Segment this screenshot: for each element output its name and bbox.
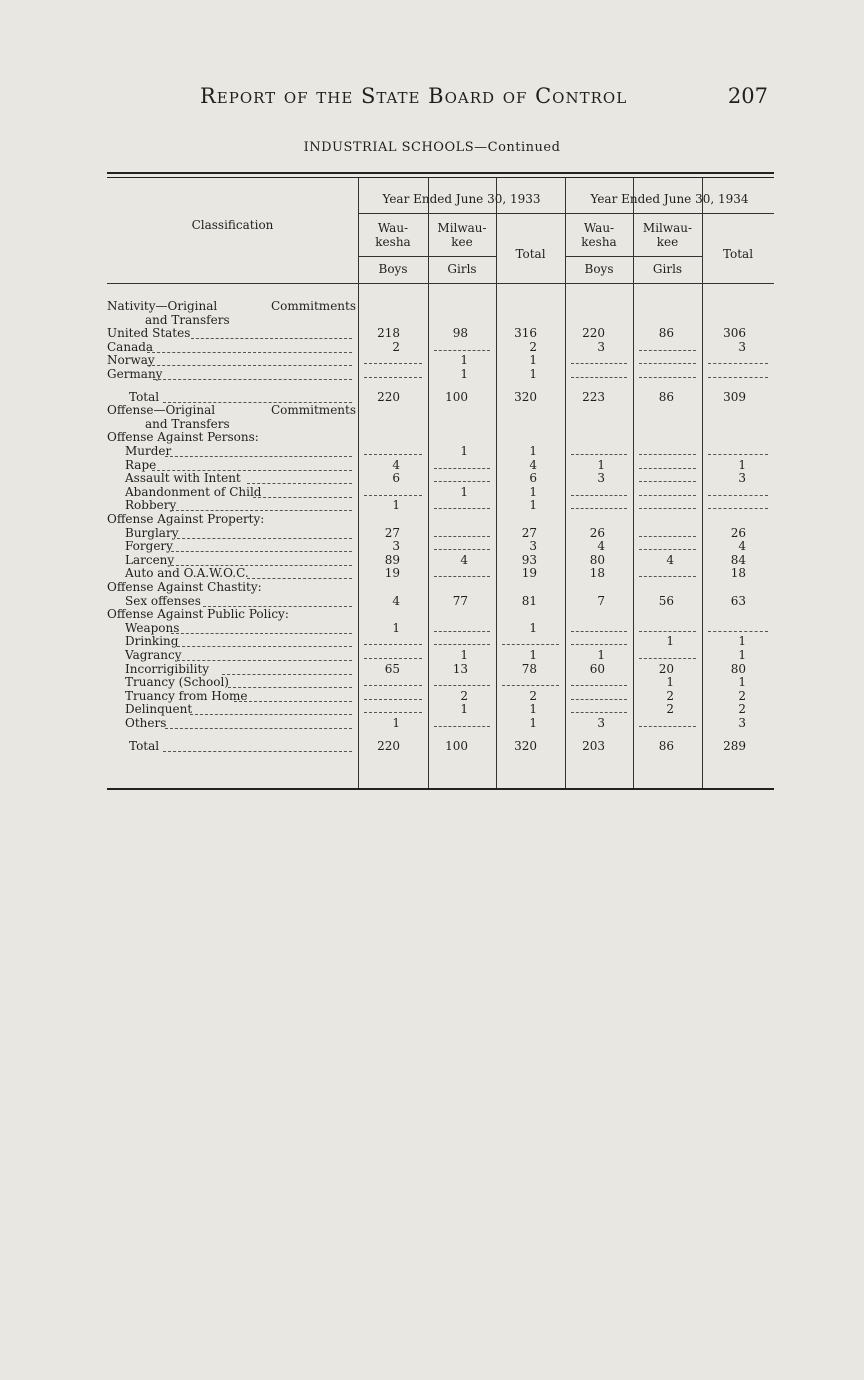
- cell-value: 19: [384, 566, 400, 581]
- cell-value: 4: [392, 593, 400, 608]
- cell-value: 1: [529, 367, 537, 381]
- row-label: Delinquent: [125, 702, 193, 717]
- empty-cell-dash: [639, 536, 696, 537]
- empty-cell-dash: [364, 363, 422, 364]
- empty-cell-dash: [571, 644, 627, 645]
- cell-value: 4: [460, 552, 468, 567]
- row-label: Larceny: [125, 552, 175, 567]
- page-header: [200, 84, 770, 114]
- row-label: Burglary: [125, 525, 179, 540]
- classification-header: Classification: [191, 218, 274, 232]
- cell-value: 89: [384, 552, 400, 567]
- top-rule: [107, 172, 774, 174]
- boys-header: Boys: [584, 262, 614, 276]
- cell-value: 3: [738, 716, 746, 730]
- cell-value: 1: [392, 620, 400, 635]
- empty-cell-dash: [708, 631, 768, 632]
- row-label: Offense Against Persons:: [107, 430, 259, 445]
- empty-cell-dash: [639, 549, 696, 550]
- cell-value: 6: [529, 471, 537, 486]
- cell-value: 320: [514, 389, 537, 404]
- cell-value: 3: [597, 716, 605, 730]
- cell-value: 27: [521, 525, 537, 540]
- cell-value: 4: [392, 457, 400, 472]
- cell-value: 2: [738, 688, 746, 703]
- empty-cell-dash: [639, 377, 696, 378]
- cell-value: 2: [529, 688, 537, 703]
- row-label: Canada: [107, 339, 154, 354]
- year-1933-header: Year Ended June 30, 1933: [382, 192, 541, 206]
- milwaukee-header: Milwau- kee: [642, 221, 693, 249]
- empty-cell-dash: [364, 495, 422, 496]
- cell-value: 316: [514, 326, 537, 341]
- row-label-part: Nativity—Original: [107, 299, 218, 313]
- cell-value: 100: [445, 389, 468, 404]
- cell-value: 98: [452, 326, 468, 341]
- row-label: Total: [129, 738, 160, 753]
- leader-dots: [190, 714, 352, 715]
- cell-value: 1: [738, 634, 746, 649]
- cell-value: 1: [460, 484, 468, 499]
- leader-dots: [247, 483, 352, 484]
- empty-cell-dash: [364, 712, 422, 713]
- empty-cell-dash: [364, 699, 422, 700]
- row-label: Rape: [125, 457, 157, 472]
- milwaukee-header: Milwau- kee: [437, 221, 487, 249]
- row-label: [107, 404, 356, 417]
- empty-cell-dash: [571, 495, 627, 496]
- cell-value: 4: [529, 457, 537, 472]
- cell-value: 220: [582, 326, 605, 341]
- empty-cell-dash: [434, 576, 490, 577]
- cell-value: 2: [392, 339, 400, 354]
- boys-header: Boys: [378, 262, 408, 276]
- row-label: Forgery: [125, 539, 173, 554]
- row-label: Germany: [107, 367, 163, 381]
- leader-dots: [191, 338, 352, 339]
- leader-dots: [177, 646, 352, 647]
- cell-value: 1: [460, 648, 468, 662]
- empty-cell-dash: [571, 699, 627, 700]
- cell-value: 1: [392, 716, 400, 730]
- empty-cell-dash: [571, 508, 627, 509]
- empty-cell-dash: [639, 726, 696, 727]
- empty-cell-dash: [571, 454, 627, 455]
- cell-value: 3: [597, 339, 605, 354]
- cell-value: 13: [452, 661, 468, 676]
- cell-value: 86: [658, 738, 674, 753]
- cell-value: 7: [597, 593, 605, 608]
- cell-value: 3: [392, 539, 400, 554]
- cell-value: 63: [730, 593, 746, 608]
- row-label: Drinking: [125, 634, 179, 649]
- top-rule-thin: [107, 177, 774, 178]
- cell-value: 100: [445, 738, 468, 753]
- empty-cell-dash: [434, 726, 490, 727]
- row-label: Murder: [125, 444, 172, 458]
- cell-value: 18: [730, 566, 746, 581]
- empty-cell-dash: [434, 685, 490, 686]
- empty-cell-dash: [434, 631, 490, 632]
- row-label: Total: [129, 389, 160, 404]
- cell-value: 2: [529, 339, 537, 354]
- cell-value: 203: [582, 738, 605, 753]
- leader-dots: [177, 660, 352, 661]
- cell-value: 220: [377, 389, 400, 404]
- cell-value: 4: [738, 539, 746, 554]
- cell-value: 1: [460, 702, 468, 717]
- leader-dots: [153, 379, 352, 380]
- year-1934-header: Year Ended June 30, 1934: [590, 192, 749, 206]
- row-label: Sex offenses: [125, 593, 201, 608]
- cell-value: 3: [529, 539, 537, 554]
- girls-header: Girls: [447, 262, 477, 276]
- empty-cell-dash: [364, 685, 422, 686]
- cell-value: 78: [521, 661, 537, 676]
- cell-value: 1: [529, 353, 537, 368]
- empty-cell-dash: [639, 658, 696, 659]
- girls-header: Girls: [652, 262, 683, 276]
- cell-value: 1: [460, 367, 468, 381]
- empty-cell-dash: [571, 631, 627, 632]
- leader-dots: [147, 352, 352, 353]
- total-1933-header: Total: [515, 247, 546, 261]
- cell-value: 80: [730, 661, 746, 676]
- empty-cell-dash: [708, 454, 768, 455]
- row-label: Assault with Intent: [125, 471, 241, 486]
- cell-value: 223: [582, 389, 605, 404]
- empty-cell-dash: [364, 454, 422, 455]
- cell-value: 86: [658, 326, 674, 341]
- empty-cell-dash: [502, 644, 559, 645]
- row-label: Norway: [107, 353, 155, 368]
- page-title: Report of the State Board of Control: [200, 84, 628, 108]
- cell-value: 77: [452, 593, 468, 608]
- empty-cell-dash: [639, 468, 696, 469]
- cell-value: 1: [529, 444, 537, 458]
- row-label-part: Offense—Original: [107, 403, 216, 418]
- empty-cell-dash: [434, 481, 490, 482]
- cell-value: 1: [738, 675, 746, 690]
- cell-value: 1: [666, 634, 674, 649]
- leader-dots: [222, 674, 353, 675]
- empty-cell-dash: [434, 549, 490, 550]
- cell-value: 1: [460, 353, 468, 368]
- row-label: Others: [125, 716, 167, 730]
- empty-cell-dash: [639, 508, 696, 509]
- empty-cell-dash: [708, 495, 768, 496]
- empty-cell-dash: [639, 350, 696, 351]
- leader-dots: [253, 497, 352, 498]
- cell-value: 84: [730, 552, 746, 567]
- empty-cell-dash: [434, 350, 490, 351]
- row-label: Truancy (School): [125, 675, 229, 690]
- empty-cell-dash: [639, 576, 696, 577]
- empty-cell-dash: [639, 363, 696, 364]
- waukesha-header: Wau- kesha: [581, 221, 617, 249]
- cell-value: 3: [738, 339, 746, 354]
- row-label: Offense Against Chastity:: [107, 580, 262, 594]
- cell-value: 3: [738, 471, 746, 486]
- empty-cell-dash: [639, 495, 696, 496]
- cell-value: 80: [589, 552, 605, 567]
- cell-value: 20: [658, 661, 674, 676]
- cell-value: 1: [666, 675, 674, 690]
- row-label: Auto and O.A.W.O.C.: [125, 566, 249, 581]
- row-label-part: Commitments: [270, 299, 356, 313]
- cell-value: 18: [589, 566, 605, 581]
- leader-dots: [163, 751, 353, 752]
- row-label-part: Commitments: [270, 403, 356, 418]
- row-label: and Transfers: [145, 416, 230, 431]
- leader-dots: [234, 701, 352, 702]
- cell-value: 26: [730, 525, 746, 540]
- cell-value: 60: [589, 661, 605, 676]
- cell-value: 81: [521, 593, 537, 608]
- empty-cell-dash: [434, 468, 490, 469]
- empty-cell-dash: [571, 377, 627, 378]
- cell-value: 86: [658, 389, 674, 404]
- bottom-rule: [107, 788, 774, 790]
- empty-cell-dash: [434, 508, 490, 509]
- empty-cell-dash: [364, 658, 422, 659]
- cell-value: 220: [377, 738, 400, 753]
- empty-cell-dash: [571, 363, 627, 364]
- row-label: Truancy from Home: [125, 688, 248, 703]
- empty-cell-dash: [639, 454, 696, 455]
- cell-value: 2: [460, 688, 468, 703]
- empty-cell-dash: [434, 536, 490, 537]
- cell-value: 306: [723, 326, 746, 341]
- cell-value: 1: [529, 620, 537, 635]
- subheader-divider: [358, 256, 496, 257]
- cell-value: 2: [666, 702, 674, 717]
- cell-value: 289: [723, 738, 746, 753]
- row-label: Offense Against Property:: [107, 512, 265, 526]
- leader-dots: [165, 456, 352, 457]
- subheader-divider: [565, 256, 702, 257]
- empty-cell-dash: [571, 712, 627, 713]
- leader-dots: [247, 578, 352, 579]
- row-label: and Transfers: [145, 312, 230, 327]
- cell-value: 93: [521, 552, 537, 567]
- cell-value: 309: [723, 389, 746, 404]
- row-label: Offense Against Public Policy:: [107, 607, 289, 622]
- cell-value: 320: [514, 738, 537, 753]
- cell-value: 1: [529, 498, 537, 513]
- cell-value: 1: [529, 702, 537, 717]
- waukesha-header: Wau- kesha: [375, 221, 411, 249]
- cell-value: 4: [597, 539, 605, 554]
- cell-value: 2: [738, 702, 746, 717]
- table-caption: INDUSTRIAL SCHOOLS—Continued: [303, 140, 561, 155]
- empty-cell-dash: [434, 644, 490, 645]
- header-bottom-rule: [107, 283, 774, 284]
- empty-cell-dash: [708, 508, 768, 509]
- leader-dots: [165, 728, 352, 729]
- cell-value: 1: [529, 484, 537, 499]
- leader-dots: [171, 551, 352, 552]
- cell-value: 27: [384, 525, 400, 540]
- empty-cell-dash: [571, 685, 627, 686]
- row-label: Weapons: [125, 620, 180, 635]
- cell-value: 1: [597, 648, 605, 662]
- page-number: 207: [727, 84, 768, 108]
- row-label: Incorrigibility: [125, 661, 210, 676]
- cell-value: 4: [666, 552, 674, 567]
- leader-dots: [171, 633, 352, 634]
- cell-value: 19: [521, 566, 537, 581]
- empty-cell-dash: [708, 377, 768, 378]
- cell-value: 218: [377, 326, 400, 341]
- row-label: Robbery: [125, 498, 177, 513]
- total-1934-header: Total: [722, 247, 754, 261]
- leader-dots: [177, 538, 352, 539]
- row-label: [107, 300, 356, 313]
- cell-value: 1: [597, 457, 605, 472]
- cell-value: 6: [392, 471, 400, 486]
- empty-cell-dash: [364, 644, 422, 645]
- cell-value: 56: [658, 593, 674, 608]
- leader-dots: [147, 365, 352, 366]
- cell-value: 65: [384, 661, 400, 676]
- cell-value: 2: [666, 688, 674, 703]
- row-label: Abandonment of Child: [125, 484, 262, 499]
- empty-cell-dash: [364, 377, 422, 378]
- cell-value: 3: [597, 471, 605, 486]
- empty-cell-dash: [639, 631, 696, 632]
- cell-value: 1: [738, 457, 746, 472]
- empty-cell-dash: [502, 685, 559, 686]
- cell-value: 26: [589, 525, 605, 540]
- empty-cell-dash: [639, 481, 696, 482]
- cell-value: 1: [738, 648, 746, 662]
- cell-value: 1: [460, 444, 468, 458]
- cell-value: 1: [392, 498, 400, 513]
- year-divider: [358, 213, 774, 214]
- cell-value: 1: [529, 716, 537, 730]
- row-label: United States: [107, 326, 191, 341]
- cell-value: 1: [529, 648, 537, 662]
- empty-cell-dash: [708, 363, 768, 364]
- row-label: Vagrancy: [125, 648, 182, 662]
